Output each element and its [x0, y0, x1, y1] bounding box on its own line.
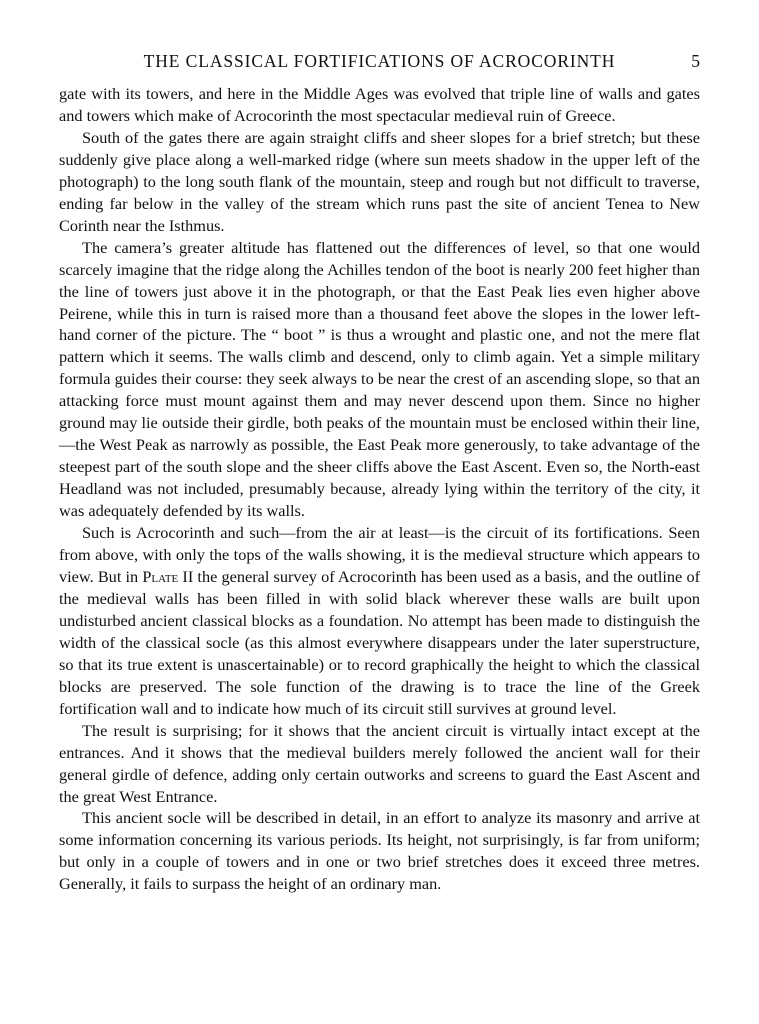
book-page [59, 49, 700, 895]
paragraph-5: The result is surprising; for it shows that the ancient circuit is virtually intact except at the entrances. And it shows that the medieval builders merely followed the ancient wall for their general girdle of defence, adding only certain outworks and screens to guard the East Ascent and the great West Entrance. [59, 720, 700, 806]
body-text [59, 83, 700, 895]
paragraph-1: gate with its towers, and here in the Middle Ages was evolved that triple line of walls and gates and towers which make of Acrocorinth the most spectacular medieval ruin of Greece. [59, 84, 700, 125]
page-header [59, 49, 700, 73]
paragraph-6: This ancient socle will be described in detail, in an effort to analyze its masonry and arrive at some information concerning its various periods. Its height, not surprisingly, is far from uniform; but only in a couple of towers and in one or two brief stretches does it exceed three metres. Generally, it fails to surpass the height of an ordinary man. [59, 808, 700, 894]
running-title: THE CLASSICAL FORTIFICATIONS OF ACROCORINTH [143, 51, 616, 71]
paragraph-4-text-after: the general survey of Acrocorinth has been used as a basis, and the outline of the medieval walls has been filled in with solid black wherever these walls are built upon undisturbed ancient classical blocks as a foundation. No attempt has been made to distinguish the width of the classical socle (as this almost everywhere disappears under the later superstructure, so that its true extent is unascertainable) or to record graphically the height to which the classical blocks are preserved. The sole function of the drawing is to trace the line of the Greek fortification wall and to indicate how much of its circuit still survives at ground level. [59, 566, 701, 718]
paragraph-2: South of the gates there are again straight cliffs and sheer slopes for a brief stretch; but these suddenly give place along a well-marked ridge (where sun meets shadow in the upper left of the photograph) to the long south flank of the mountain, steep and rough but not difficult to traverse, ending far below in the valley of the stream which runs past the site of ancient Tenea to New Corinth near the Isthmus. [59, 127, 700, 235]
plate-reference: Plate II [142, 566, 194, 586]
page-number: 5 [691, 51, 700, 71]
paragraph-4 [59, 522, 700, 720]
paragraph-3: The camera’s greater altitude has flattened out the differences of level, so that one would scarcely imagine that the ridge along the Achilles tendon of the boot is nearly 200 feet higher than the line of towers just above it in the photograph, or that the East Peak lies even higher above Peirene, while this in turn is raised more than a thousand feet above the slopes in the lower left-hand corner of the picture. The “ boot ” is thus a wrought and plastic one, and not the mere flat pattern which it seems. The walls climb and descend, only to climb again. Yet a simple military formula guides their course: they seek always to be near the crest of an ascending slope, so that an attacking force must mount against them and may never descend upon them. Since no higher ground may lie outside their girdle, both peaks of the mountain must be enclosed within their line,—the West Peak as narrowly as possible, the East Peak more generously, to take advantage of the steepest part of the south slope and the sheer cliffs above the East Ascent. Even so, the North-east Headland was not included, presumably because, already lying within the territory of the city, it was adequately defended by its walls. [59, 237, 700, 521]
paragraph-4-text-before: Such is Acrocorinth and such—from the air at least—is the circuit of its fortifications. Seen from above, with only the tops of the walls showing, it is the medieval structure which appears to view. But in [59, 523, 700, 586]
